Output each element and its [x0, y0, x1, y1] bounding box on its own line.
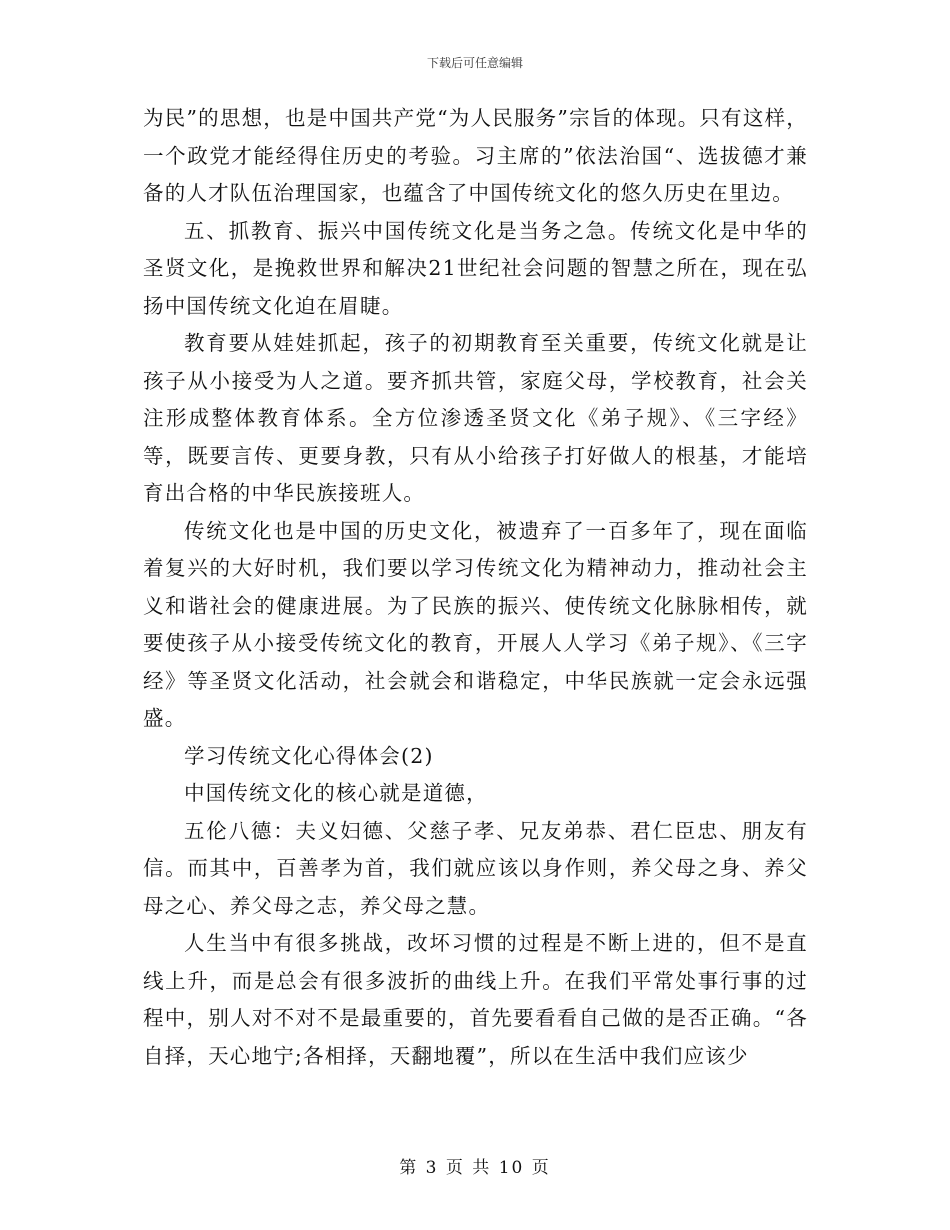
paragraph-2: 五、抓教育、振兴中国传统文化是当务之急。传统文化是中华的圣贤文化，是挽救世界和解决21世纪社会问题的智慧之所在，现在弘扬中国传统文化迫在眉睫。: [143, 218, 808, 318]
paragraph-6: 五伦八德：夫义妇德、父慈子孝、兄友弟恭、君仁臣忠、朋友有信。而其中，百善孝为首，我们就应该以身作则，养父母之身、养父母之心、养父母之志，养父母之慧。: [143, 818, 808, 918]
section-heading: 学习传统文化心得体会(2): [184, 743, 434, 768]
paragraph-1: 为民”的思想，也是中国共产党“为人民服务”宗旨的体现。只有这样，一个政党才能经得住历史的考验。习主席的”依法治国“、选拔德才兼备的人才队伍治理国家，也蕴含了中国传统文化的悠久历史在里边。: [143, 106, 808, 205]
page-header: 下载后可任意编辑: [426, 56, 523, 70]
paragraph-3: 教育要从娃娃抓起，孩子的初期教育至关重要，传统文化就是让孩子从小接受为人之道。要齐抓共管，家庭父母，学校教育，社会关注形成整体教育体系。全方位渗透圣贤文化《弟子规》、《三字经》等，既要言传、更要身教，只有从小给孩子打好做人的根基，才能培育出合格的中华民族接班人。: [143, 331, 808, 505]
page-number: 第 3 页 共 10 页: [399, 1158, 551, 1178]
paragraph-7: 人生当中有很多挑战，改坏习惯的过程是不断上进的，但不是直线上升，而是总会有很多波折的曲线上升。在我们平常处事行事的过程中，别人对不对不是最重要的，首先要看看自己做的是否正确。“各自择，天心地宁;各相择，天翻地覆”，所以在生活中我们应该少: [143, 931, 808, 1068]
document-body: [143, 100, 808, 1075]
paragraph-5: 中国传统文化的核心就是道德，: [184, 781, 488, 805]
paragraph-4: 传统文化也是中国的历史文化，被遗弃了一百多年了，现在面临着复兴的大好时机，我们要以学习传统文化为精神动力，推动社会主义和谐社会的健康进展。为了民族的振兴、使传统文化脉脉相传，就要使孩子从小接受传统文化的教育，开展人人学习《弟子规》、《三字经》等圣贤文化活动，社会就会和谐稳定，中华民族就一定会永远强盛。: [143, 518, 808, 730]
